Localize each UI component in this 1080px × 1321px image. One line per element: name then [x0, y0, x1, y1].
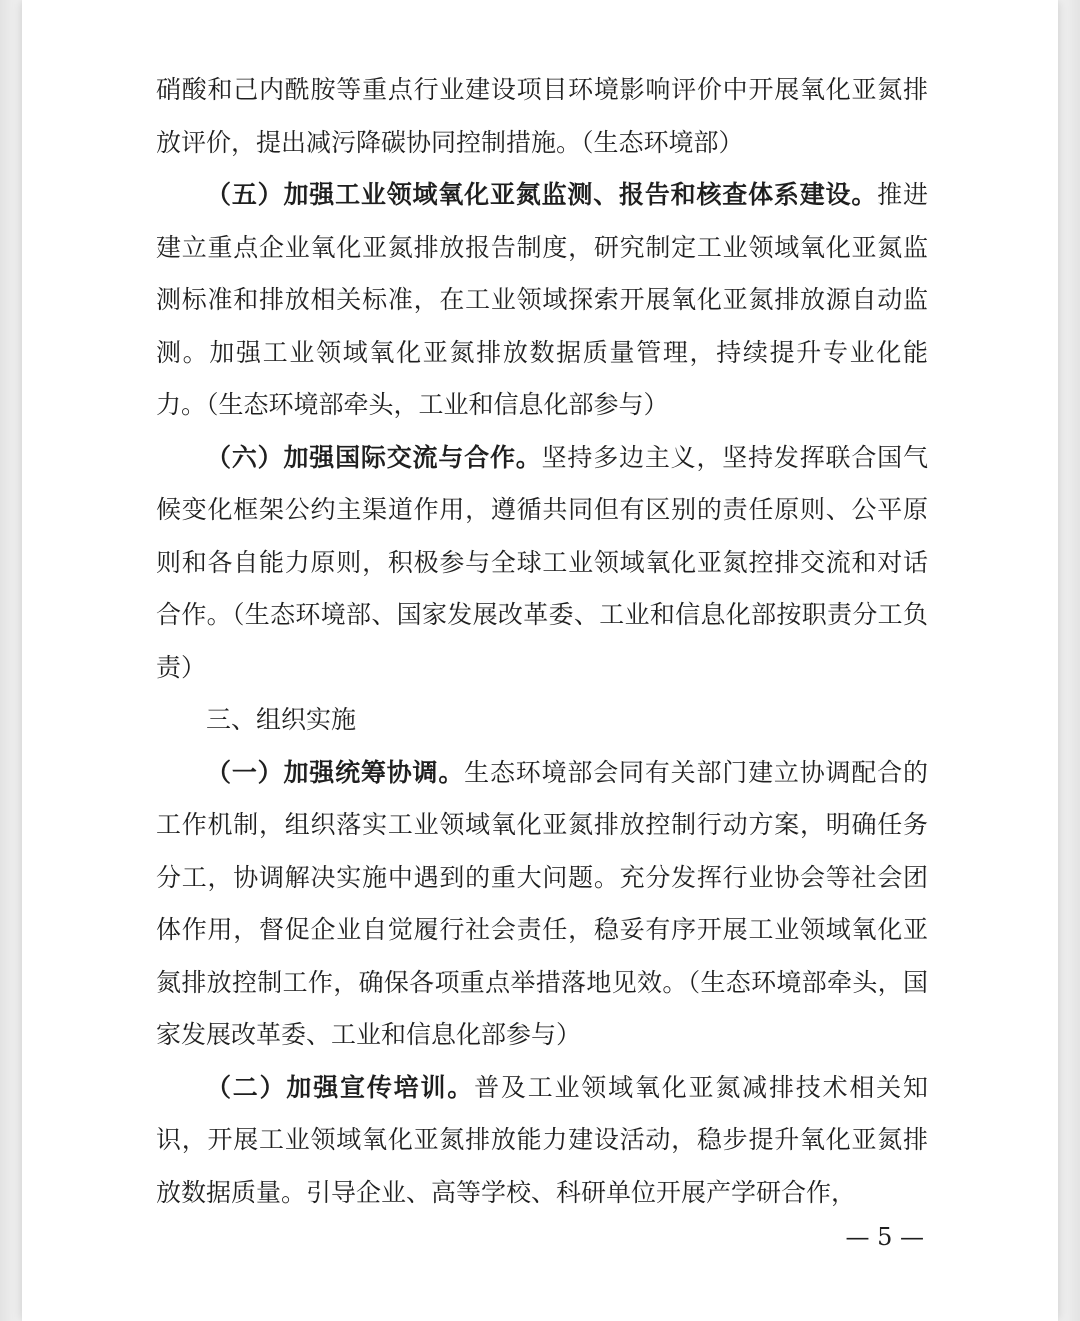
subsection-2-title: （二）加强宣传培训。: [206, 1072, 475, 1102]
page-content: [156, 64, 928, 1219]
section-5-body: 推进建立重点企业氧化亚氮排放报告制度，研究制定工业领域氧化亚氮监测标准和排放相关标准，在工业领域探索开展氧化亚氮排放源自动监测。加强工业领域氧化亚氮排放数据质量管理，持续提升专业化能力。（生态环境部牵头，工业和信息化部参与）: [156, 180, 928, 419]
continuation-paragraph: [156, 64, 928, 169]
section-5-paragraph: [156, 169, 928, 432]
section-6-title: （六）加强国际交流与合作。: [206, 442, 542, 472]
subsection-1-body: 生态环境部会同有关部门建立协调配合的工作机制，组织落实工业领域氧化亚氮排放控制行动方案，明确任务分工，协调解决实施中遇到的重大问题。充分发挥行业协会等社会团体作用，督促企业自觉履行社会责任，稳妥有序开展工业领域氧化亚氮排放控制工作，确保各项重点举措落地见效。（生态环境部牵头，国家发展改革委、工业和信息化部参与）: [156, 757, 928, 1049]
subsection-1-paragraph: [156, 747, 928, 1062]
continuation-text: 硝酸和己内酰胺等重点行业建设项目环境影响评价中开展氧化亚氮排放评价，提出减污降碳协同控制措施。（生态环境部）: [156, 75, 928, 157]
document-page: [22, 0, 1058, 1321]
page-number: — 5 —: [845, 1223, 924, 1251]
section-6-paragraph: [156, 432, 928, 695]
subsection-1-title: （一）加强统筹协调。: [206, 757, 465, 787]
section-5-title: （五）加强工业领域氧化亚氮监测、报告和核查体系建设。: [206, 180, 878, 209]
subsection-2-paragraph: [156, 1062, 928, 1220]
heading-organization: 三、组织实施: [206, 705, 357, 734]
section-6-body: 坚持多边主义，坚持发挥联合国气候变化框架公约主渠道作用，遵循共同但有区别的责任原则、公平原则和各自能力原则，积极参与全球工业领域氧化亚氮控排交流和对话合作。（生态环境部、国家发展改革委、工业和信息化部按职责分工负责）: [156, 442, 928, 682]
subsection-2-body: 普及工业领域氧化亚氮减排技术相关知识，开展工业领域氧化亚氮排放能力建设活动，稳步提升氧化亚氮排放数据质量。引导企业、高等学校、科研单位开展产学研合作，: [156, 1072, 928, 1207]
